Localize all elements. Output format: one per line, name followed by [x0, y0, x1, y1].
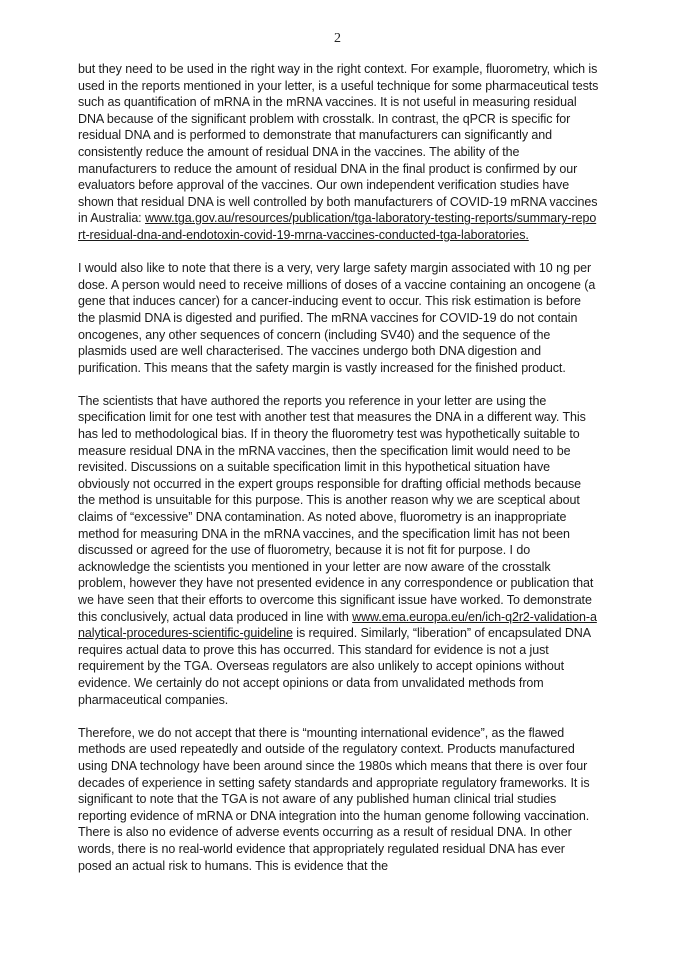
paragraph-methodological-bias [78, 393, 600, 708]
paragraph-fluorometry-context [78, 61, 600, 244]
paragraph-international-evidence [78, 725, 600, 874]
paragraph-text: but they need to be used in the right way in the right context. For example, fluorometry, which is used in the reports mentioned in your letter, is a useful technique for some pharmaceutical tests such as quantification of mRNA in the mRNA vaccines. It is not useful in measuring residual DNA because of the significant problem with crosstalk. In contrast, the qPCR is specific for residual DNA and is performed to demonstrate that manufacturers can significantly and consistently reduce the amount of residual DNA in the vaccines. The ability of the manufacturers to reduce the amount of residual DNA in the final product is confirmed by our evaluators before approval of the vaccines. Our own independent verification studies have shown that residual DNA is well controlled by both manufacturers of COVID-19 mRNA vaccines in Australia: [78, 62, 599, 226]
tga-report-link[interactable]: www.tga.gov.au/resources/publication/tga-laboratory-testing-reports/summary-report-residual-dna-and-endotoxin-covid-19-mrna-vaccines-conducted-tga-laboratories. [78, 211, 597, 242]
paragraph-text-continued: is required. Similarly, “liberation” of encapsulated DNA requires actual data to prove this has occurred. This standard for evidence is not a just requirement by the TGA. Overseas regulators are also unlikely to accept opinions without evidence. We certainly do not accept opinions or data from unvalidated methods from pharmaceutical companies. [78, 626, 591, 707]
paragraph-text: Therefore, we do not accept that there is “mounting international evidence”, as the flawed methods are used repeatedly and outside of the regulatory context. Products manufactured using DNA technology have been around since the 1980s which means that there is over four decades of experience in setting safety standards and appropriate regulatory frameworks. It is significant to note that the TGA is not aware of any published human clinical trial studies reporting evidence of mRNA or DNA integration into the human genome following vaccination. There is also no evidence of adverse events occurring as a result of residual DNA. In other words, there is no real-world evidence that appropriately regulated residual DNA has ever posed an actual risk to humans. This is evidence that the [78, 725, 590, 873]
paragraph-text: I would also like to note that there is a very, very large safety margin associated with 10 ng per dose. A person would need to receive millions of doses of a vaccine containing an oncogene (a gene that induces cancer) for a cancer-inducing event to occur. This risk estimation is before the plasmid DNA is digested and purified. The mRNA vaccines for COVID-19 do not contain oncogenes, any other sequences of concern (including SV40) and the sequence of the plasmids used are well characterised. The vaccines undergo both DNA digestion and purification. This means that the safety margin is vastly increased for the finished product. [78, 261, 596, 375]
ema-guideline-link[interactable]: www.ema.europa.eu/en/ich-q2r2-validation-analytical-procedures-scientific-guideline [78, 609, 597, 641]
letter-body [78, 61, 600, 891]
paragraph-text: The scientists that have authored the reports you reference in your letter are using the specification limit for one test with another test that measures the DNA in a different way. This has led to methodological bias. If in theory the fluorometry test was hypothetically suitable to measure residual DNA in the mRNA vaccines, then the specification limit would need to be revisited. Discussions on a suitable specification limit in this hypothetical situation have obviously not occurred in the expert groups responsible for drafting official methods because the method is unsuitable for this purpose. This is another reason why we are sceptical about claims of “excessive” DNA contamination. As noted above, fluorometry is an inappropriate method for measuring DNA in the mRNA vaccines, and the specification limit has not been discussed or agreed for the use of fluorometry, because it is not fit for purpose. I do acknowledge the scientists you mentioned in your letter are now aware of the crosstalk problem, however they have not presented evidence in any correspondence or publication that we have seen that their efforts to overcome this significant issue have worked. To demonstrate this conclusively, actual data produced in line with [78, 393, 594, 624]
paragraph-safety-margin [78, 260, 600, 376]
page-number: 2 [334, 31, 341, 46]
